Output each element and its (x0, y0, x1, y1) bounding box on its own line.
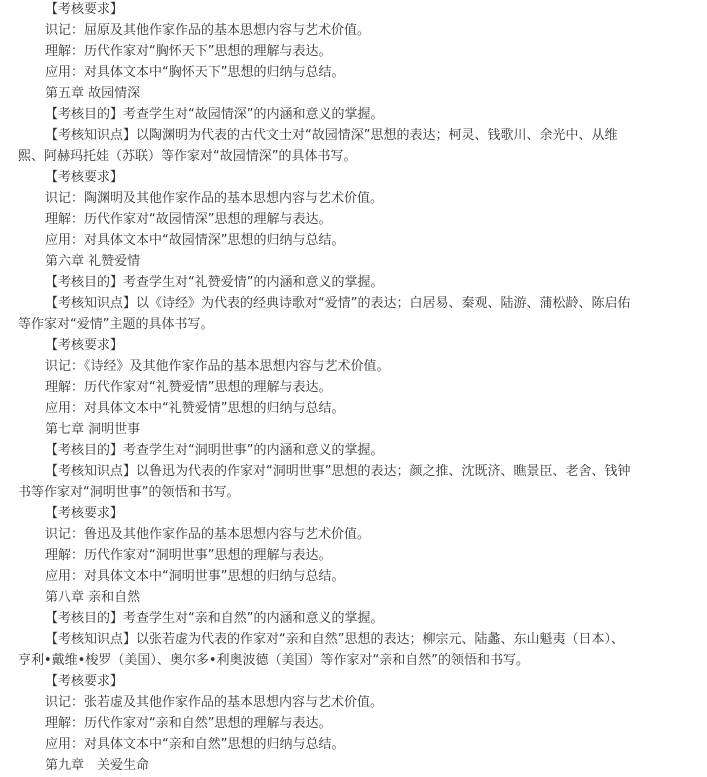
text-line: 应用：对具体文本中“礼赞爱情”思想的归纳与总结。 (45, 401, 345, 416)
section-heading: 【考核要求】 (45, 506, 124, 521)
section-heading: 【考核要求】 (45, 170, 124, 185)
text-line: 识记：屈原及其他作家作品的基本思想内容与艺术价值。 (45, 23, 371, 38)
text-line: 应用：对具体文本中“洞明世事”思想的归纳与总结。 (45, 569, 345, 584)
text-line: 【考核目的】考查学生对“故园情深”的内涵和意义的掌握。 (45, 107, 384, 122)
text-line: 【考核知识点】以张若虚为代表的作家对“亲和自然”思想的表达；柳宗元、陆蠡、东山魁夷（日本）、 (45, 632, 624, 647)
text-line: 【考核知识点】以《诗经》为代表的经典诗歌对“爱情”的表达；白居易、秦观、陆游、蒲松龄、陈启佑 (45, 296, 631, 311)
section-heading: 【考核要求】 (45, 674, 124, 689)
text-line: 应用：对具体文本中“胸怀天下”思想的归纳与总结。 (45, 65, 345, 80)
text-line: 【考核知识点】以陶渊明为代表的古代文士对“故园情深”思想的表达；柯灵、钱歌川、余光中、从维 (45, 128, 618, 143)
chapter-title: 第六章 礼赞爱情 (45, 254, 141, 269)
text-line: 识记：张若虚及其他作家作品的基本思想内容与艺术价值。 (45, 695, 384, 710)
text-line: 理解：历代作家对“洞明世事”思想的理解与表达。 (45, 548, 332, 563)
chapter-title: 第九章 关爱生命 (45, 758, 150, 773)
text-line: 理解：历代作家对“胸怀天下”思想的理解与表达。 (45, 44, 332, 59)
text-line: 应用：对具体文本中“亲和自然”思想的归纳与总结。 (45, 737, 345, 752)
text-line: 书等作家对“洞明世事”的领悟和书写。 (18, 485, 240, 500)
text-line: 应用：对具体文本中“故园情深”思想的归纳与总结。 (45, 233, 345, 248)
text-line: 熙、阿赫玛托娃（苏联）等作家对“故园情深”的具体书写。 (18, 149, 357, 164)
text-line: 【考核目的】考查学生对“亲和自然”的内涵和意义的掌握。 (45, 611, 384, 626)
text-line: 识记：鲁迅及其他作家作品的基本思想内容与艺术价值。 (45, 527, 371, 542)
text-line: 识记：《诗经》及其他作家作品的基本思想内容与艺术价值。 (45, 359, 390, 374)
chapter-title: 第七章 洞明世事 (45, 422, 141, 437)
text-line: 理解：历代作家对“故园情深”思想的理解与表达。 (45, 212, 332, 227)
text-line: 识记：陶渊明及其他作家作品的基本思想内容与艺术价值。 (45, 191, 384, 206)
text-line: 等作家对“爱情”主题的具体书写。 (18, 317, 214, 332)
section-heading: 【考核要求】 (45, 338, 124, 353)
chapter-title: 第八章 亲和自然 (45, 590, 141, 605)
text-line: 亨利•戴维•梭罗（美国）、奥尔多•利奥波德（美国）等作家对“亲和自然”的领悟和书写。 (18, 653, 529, 668)
chapter-title: 第五章 故园情深 (45, 86, 141, 101)
text-line: 【考核知识点】以鲁迅为代表的作家对“洞明世事”思想的表达；颜之推、沈既济、瞧景臣、老舍、钱钟 (45, 464, 631, 479)
text-line: 【考核目的】考查学生对“洞明世事”的内涵和意义的掌握。 (45, 443, 384, 458)
text-line: 理解：历代作家对“礼赞爱情”思想的理解与表达。 (45, 380, 332, 395)
text-line: 理解：历代作家对“亲和自然”思想的理解与表达。 (45, 716, 332, 731)
text-line: 【考核目的】考查学生对“礼赞爱情”的内涵和意义的掌握。 (45, 275, 384, 290)
section-heading: 【考核要求】 (45, 2, 124, 17)
